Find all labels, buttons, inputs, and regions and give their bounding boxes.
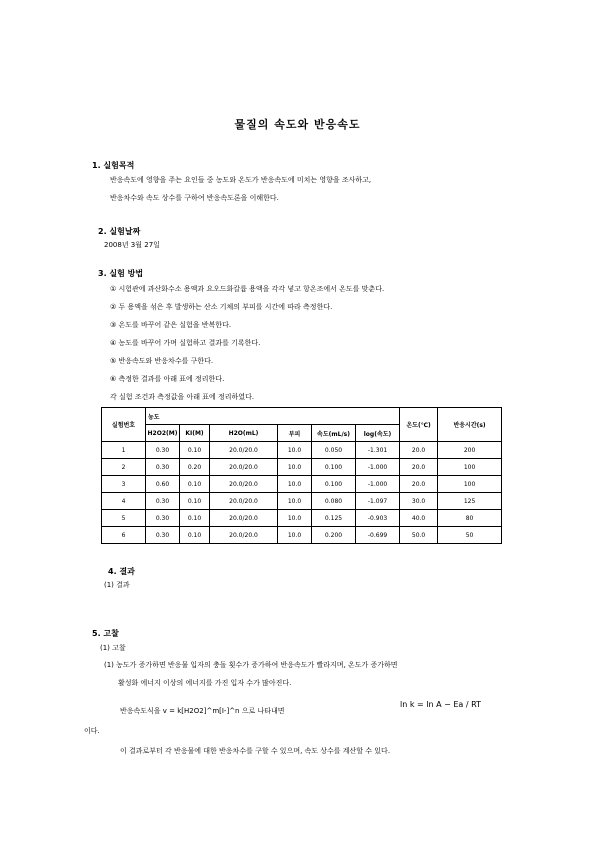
table-cell: 0.30: [146, 442, 180, 459]
section-heading: 5. 고찰: [92, 629, 119, 638]
table-cell: 0.30: [146, 459, 180, 476]
text-line: (1) 결과: [104, 581, 130, 589]
table-cell: -1.097: [356, 493, 400, 510]
section-paragraph: [104, 656, 398, 692]
table-row: [102, 510, 502, 527]
section-heading: 4. 결과: [108, 567, 135, 576]
text-line: 반응속도에 영향을 주는 요인들 중 농도와 온도가 반응속도에 미치는 영향을 조사하고,: [110, 176, 372, 184]
table-cell: -0.699: [356, 527, 400, 544]
table-header-cell: H2O2(M): [146, 425, 180, 442]
text-line: 반응차수와 속도 상수를 구하여 반응속도론을 이해한다.: [110, 194, 279, 202]
table-header-cell: 부피: [278, 425, 312, 442]
section-paragraph: [104, 576, 130, 594]
table-cell: 0.30: [146, 527, 180, 544]
section-paragraph: [110, 280, 384, 406]
text-line: 이다.: [84, 727, 100, 735]
table-cell: 0.080: [312, 493, 356, 510]
section-heading: 2. 실험날짜: [98, 227, 141, 236]
table-cell: 4: [102, 493, 146, 510]
table-header-cell: H2O(mL): [210, 425, 278, 442]
table-cell: 0.10: [180, 527, 210, 544]
table-cell: 20.0: [400, 476, 438, 493]
table-cell: 0.125: [312, 510, 356, 527]
table-cell: 20.0: [400, 442, 438, 459]
table-cell: 5: [102, 510, 146, 527]
table-cell: 0.050: [312, 442, 356, 459]
text-line: 반응속도식을 v = k[H2O2]^m[I-]^n 으로 나타내면: [120, 707, 285, 715]
table-cell: 0.10: [180, 476, 210, 493]
table-cell: 20.0/20.0: [210, 493, 278, 510]
table-cell: 200: [438, 442, 502, 459]
text-line: ⑤ 반응속도와 반응차수를 구한다.: [110, 357, 214, 365]
results-table: [101, 407, 502, 544]
section-subheading: (1) 고찰: [100, 644, 126, 652]
table-cell: 3: [102, 476, 146, 493]
table-cell: 10.0: [278, 442, 312, 459]
table-cell: 20.0/20.0: [210, 510, 278, 527]
table-cell: 0.60: [146, 476, 180, 493]
table-cell: 6: [102, 527, 146, 544]
table-cell: 20.0/20.0: [210, 527, 278, 544]
table-cell: 100: [438, 459, 502, 476]
table-cell: 50: [438, 527, 502, 544]
section-paragraph: [110, 171, 371, 207]
text-line: ① 시험관에 과산화수소 용액과 요오드화칼륨 용액을 각각 넣고 항온조에서 온도를 맞춘다.: [110, 285, 385, 293]
table-cell: 0.100: [312, 476, 356, 493]
table-cell: -1.301: [356, 442, 400, 459]
text-line: (1) 농도가 증가하면 반응물 입자의 충돌 횟수가 증가하여 반응속도가 빨라지며, 온도가 증가하면: [104, 661, 398, 669]
table-cell: 10.0: [278, 493, 312, 510]
table-cell: 20.0/20.0: [210, 476, 278, 493]
table-cell: 20.0/20.0: [210, 459, 278, 476]
section-paragraph: [104, 236, 160, 254]
text-line: ③ 온도를 바꾸어 같은 실험을 반복한다.: [110, 321, 232, 329]
table-cell: 30.0: [400, 493, 438, 510]
table-cell: 0.100: [312, 459, 356, 476]
table-cell: -0.903: [356, 510, 400, 527]
table-header-cell: KI(M): [180, 425, 210, 442]
table-header-cell: 반응시간(s): [438, 408, 502, 442]
table-cell: 10.0: [278, 476, 312, 493]
table-cell: 2: [102, 459, 146, 476]
table-cell: -1.000: [356, 459, 400, 476]
table-cell: 0.20: [180, 459, 210, 476]
text-line: 각 실험 조건과 측정값을 아래 표에 정리하였다.: [110, 393, 255, 401]
table-cell: 0.30: [146, 493, 180, 510]
table-cell: 10.0: [278, 459, 312, 476]
table-cell: 0.10: [180, 510, 210, 527]
table-header-cell: log(속도): [356, 425, 400, 442]
table-cell: 100: [438, 476, 502, 493]
section-heading: 3. 실험 방법: [98, 269, 144, 278]
table-cell: 50.0: [400, 527, 438, 544]
table-cell: 20.0/20.0: [210, 442, 278, 459]
table-row: [102, 527, 502, 544]
text-line: 2008년 3월 27일: [104, 241, 160, 249]
document-title: 물질의 속도와 반응속도: [234, 118, 361, 131]
section-heading: 1. 실험목적: [92, 161, 135, 170]
table-header-cell: 농도: [146, 408, 400, 425]
table-cell: 40.0: [400, 510, 438, 527]
table-row: [102, 476, 502, 493]
table-header-cell: 속도(mL/s): [312, 425, 356, 442]
equation: ln k = ln A − Ea / RT: [400, 700, 481, 709]
table-cell: 20.0: [400, 459, 438, 476]
table-row: [102, 493, 502, 510]
text-line: 활성화 에너지 이상의 에너지를 가진 입자 수가 많아진다.: [118, 679, 292, 687]
table-cell: 10.0: [278, 510, 312, 527]
text-line: ② 두 용액을 섞은 후 발생하는 산소 기체의 부피를 시간에 따라 측정한다.: [110, 303, 333, 311]
table-header-cell: 실험번호: [102, 408, 146, 442]
table-cell: 80: [438, 510, 502, 527]
table-cell: 0.30: [146, 510, 180, 527]
table-header-cell: 온도(℃): [400, 408, 438, 442]
table-cell: -1.000: [356, 476, 400, 493]
text-line: ④ 농도를 바꾸어 가며 실험하고 결과를 기록한다.: [110, 339, 261, 347]
table-cell: 0.10: [180, 442, 210, 459]
table-cell: 0.10: [180, 493, 210, 510]
table-row: [102, 459, 502, 476]
table-cell: 1: [102, 442, 146, 459]
table-cell: 10.0: [278, 527, 312, 544]
text-line: ⑥ 측정한 결과를 아래 표에 정리한다.: [110, 375, 225, 383]
table-cell: 0.200: [312, 527, 356, 544]
text-line: 이 결과로부터 각 반응물에 대한 반응차수를 구할 수 있으며, 속도 상수를 계산할 수 있다.: [120, 747, 391, 755]
table-row: [102, 442, 502, 459]
table-cell: 125: [438, 493, 502, 510]
